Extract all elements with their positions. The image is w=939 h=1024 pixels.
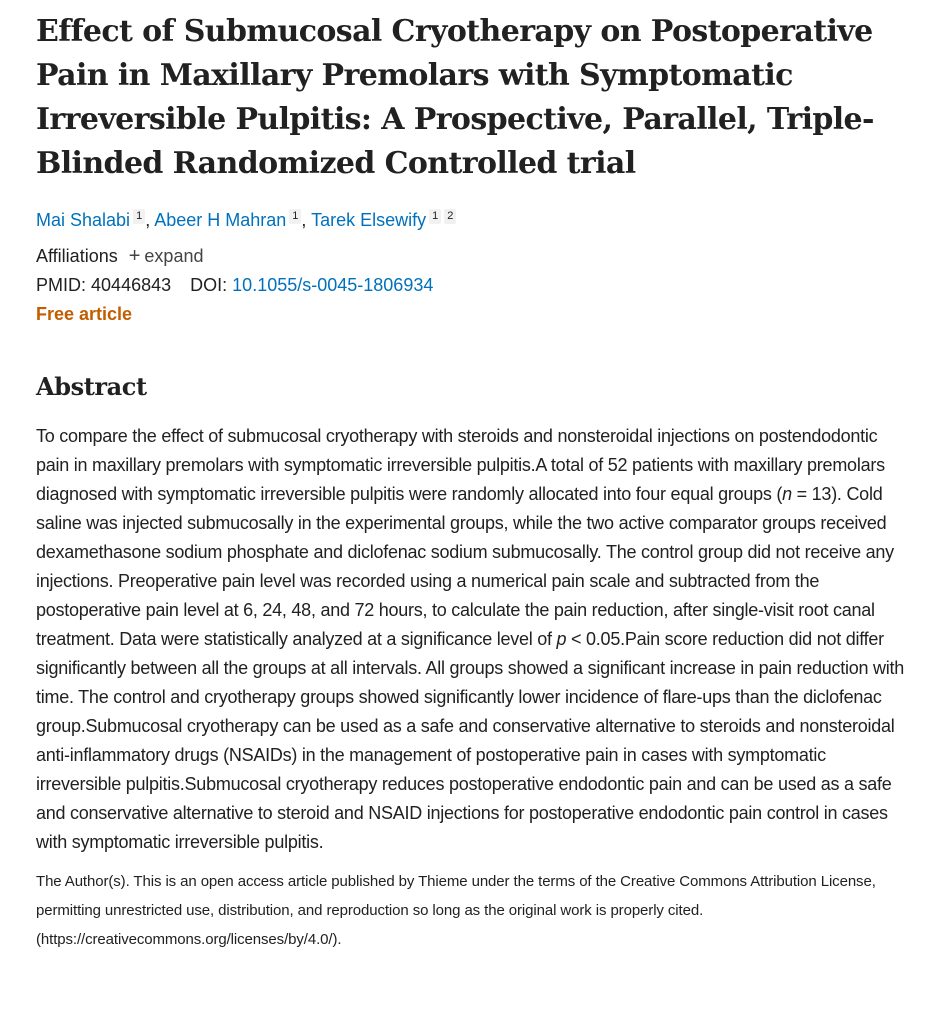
abstract-heading: Abstract	[36, 372, 147, 401]
affiliations-row	[36, 244, 916, 268]
article-page	[36, 0, 916, 954]
abstract-segment: = 13). Cold saline was injected submucosally in the experimental groups, while the two active comparator groups received dexamethasone sodium phosphate and diclofenac sodium submucosally. The control group did not receive any injections. Preoperative pain level was recorded using a numerical pain scale and subtracted from the postoperative pain level at 6, 24, 48, and 72 hours, to calculate the pain reduction, after single-visit root canal treatment. Data were statistically analyzed at a significance level of	[36, 483, 894, 649]
doi-label: DOI:	[190, 275, 228, 295]
free-article-badge: Free article	[36, 304, 133, 324]
abstract-segment: < 0.05.Pain score reduction did not differ significantly between all the groups at all intervals. All groups showed a significant increase in pain reduction with time. The control and cryotherapy groups showed significantly lower incidence of flare-ups than the diclofenac group.Submucosal cryotherapy can be used as a safe and conservative alternative to steroids and nonsteroidal anti-inflammatory drugs (NSAIDs) in the management of postoperative pain in cases with symptomatic irreversible pulpitis.Submucosal cryotherapy reduces postoperative endodontic pain and can be used as a safe and conservative alternative to steroid and NSAID injections for postoperative endodontic pain control in cases with symptomatic irreversible pulpitis.	[36, 628, 905, 852]
abstract-italic-p: p	[556, 628, 567, 649]
article-title: Effect of Submucosal Cryotherapy on Postoperative Pain in Maxillary Premolars with Symptomatic Irreversible Pulpitis: A Prospective, Parallel, Triple-Blinded Randomized Controlled trial	[36, 14, 874, 181]
doi-link[interactable]: 10.1055/s-0045-1806934	[232, 275, 434, 295]
author-link[interactable]: Abeer H Mahran	[154, 210, 287, 230]
affiliation-ref[interactable]: 1	[133, 209, 145, 224]
abstract-segment: To compare the effect of submucosal cryotherapy with steroids and nonsteroidal injections on postendodontic pain in maxillary premolars with symptomatic irreversible pulpitis.A total of 52 patients with maxillary premolars diagnosed with symptomatic irreversible pulpitis were randomly allocated into four equal groups (	[36, 425, 885, 504]
copyright-notice: The Author(s). This is an open access article published by Thieme under the terms of the Creative Commons Attribution License, permitting unrestricted use, distribution, and reproduction so long as the original work is properly cited. (https://creativecommons.org/licenses/by/4.0/).	[36, 872, 876, 948]
author-separator: ,	[301, 210, 307, 230]
affiliations-label: Affiliations	[36, 246, 118, 266]
pmid-value: 40446843	[91, 275, 172, 295]
expand-label: expand	[144, 246, 204, 266]
affiliations-expand-button[interactable]	[129, 246, 204, 266]
author-link[interactable]: Tarek Elsewify	[311, 210, 427, 230]
author-separator: ,	[145, 210, 151, 230]
author-list	[36, 208, 916, 232]
author-link[interactable]: Mai Shalabi	[36, 210, 131, 230]
abstract-italic-n: n	[782, 483, 792, 504]
affiliation-ref[interactable]: 1	[429, 209, 441, 224]
identifiers-row	[36, 273, 916, 297]
affiliation-ref[interactable]: 2	[444, 209, 456, 224]
plus-icon: +	[128, 245, 141, 267]
pmid-label: PMID:	[36, 275, 87, 295]
affiliation-ref[interactable]: 1	[289, 209, 301, 224]
abstract-text	[36, 422, 906, 857]
